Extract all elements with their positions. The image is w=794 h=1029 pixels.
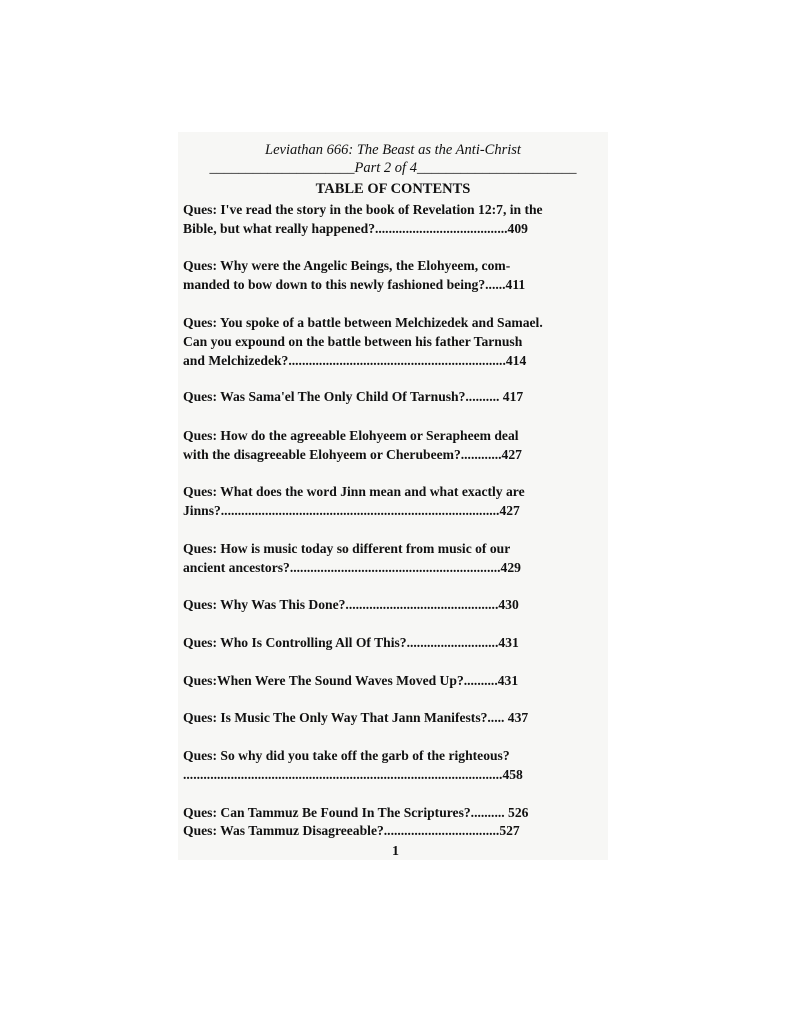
toc-entry xyxy=(183,821,608,840)
toc-entry-line: Ques: Was Tammuz Disagreeable?..................................527 xyxy=(183,823,520,838)
toc-heading: TABLE OF CONTENTS xyxy=(315,181,471,197)
toc-entry xyxy=(183,313,608,370)
toc-entry-line: Ques: What does the word Jinn mean and what exactly are xyxy=(183,484,525,499)
toc-entry-line: Ques: Who Is Controlling All Of This?...........................431 xyxy=(183,635,519,650)
toc-entry-line: Jinns?..................................................................................427 xyxy=(183,503,520,518)
toc-entry xyxy=(183,595,608,614)
toc-entry xyxy=(183,803,608,822)
toc-entry-line: Ques: I've read the story in the book of Revelation 12:7, in the xyxy=(183,202,543,217)
toc-entry xyxy=(183,633,608,652)
toc-entry-line: Bible, but what really happened?.......................................409 xyxy=(183,221,528,236)
toc-entry xyxy=(183,539,608,577)
toc-entry-line: Ques: How is music today so different from music of our xyxy=(183,541,511,556)
toc-entry-line: Can you expound on the battle between his father Tarnush xyxy=(183,334,523,349)
part-indicator: ____________________Part 2 of 4______________________ xyxy=(209,160,577,176)
toc-entry-line: Ques: Can Tammuz Be Found In The Scriptures?.......... 526 xyxy=(183,805,529,820)
toc-entry-line: with the disagreeable Elohyeem or Cherubeem?............427 xyxy=(183,447,522,462)
toc-entry xyxy=(183,671,608,690)
toc-entry-line: ..............................................................................................458 xyxy=(183,767,523,782)
toc-entry xyxy=(183,387,608,406)
toc-entry-line: Ques: Is Music The Only Way That Jann Manifests?..... 437 xyxy=(183,710,529,725)
toc-entry-line: Ques: Why Was This Done?.............................................430 xyxy=(183,597,519,612)
toc-entry-line: Ques:When Were The Sound Waves Moved Up?..........431 xyxy=(183,673,519,688)
toc-entry xyxy=(183,746,608,784)
toc-entry-line: Ques: How do the agreeable Elohyeem or Serapheem deal xyxy=(183,428,519,443)
toc-entry-line: Ques: So why did you take off the garb of the righteous? xyxy=(183,748,510,763)
toc-entry xyxy=(183,482,608,520)
toc-entry-line: Ques: You spoke of a battle between Melchizedek and Samael. xyxy=(183,315,543,330)
toc-entry-line: Ques: Why were the Angelic Beings, the Elohyeem, com- xyxy=(183,258,511,273)
toc-entry-line: ancient ancestors?..............................................................429 xyxy=(183,560,521,575)
book-title: Leviathan 666: The Beast as the Anti-Christ xyxy=(265,142,521,158)
toc-entry-line: manded to bow down to this newly fashioned being?......411 xyxy=(183,277,526,292)
toc-entry-line: and Melchizedek?................................................................414 xyxy=(183,353,527,368)
toc-entry xyxy=(183,256,608,294)
toc-entry xyxy=(183,200,608,238)
toc-entry xyxy=(183,426,608,464)
toc-entry-line: Ques: Was Sama'el The Only Child Of Tarnush?.......... 417 xyxy=(183,389,524,404)
page-number: 1 xyxy=(392,844,399,859)
toc-entry xyxy=(183,708,608,727)
